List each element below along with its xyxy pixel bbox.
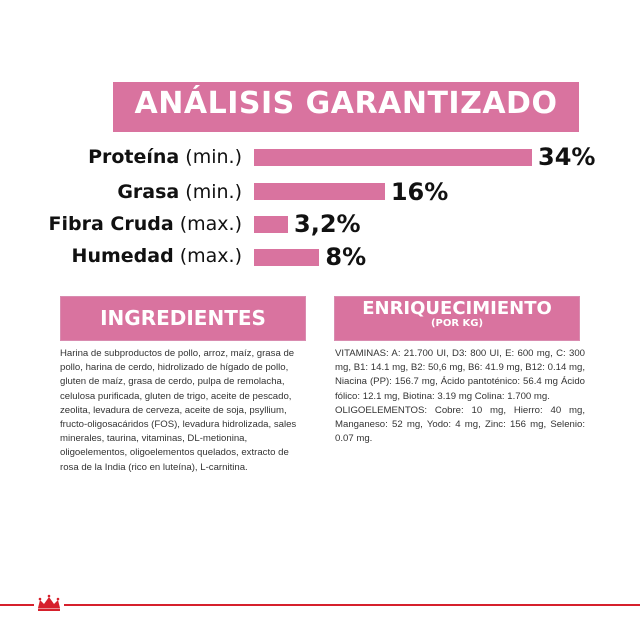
trace-elements-text: OLIGOELEMENTOS: Cobre: 10 mg, Hierro: 40 mg, Manganeso: 52 mg, Yodo: 4 mg, Zinc: 156 mg, Selenio: 0.07 mg. xyxy=(335,404,585,445)
vitamins-text: VITAMINAS: A: 21.700 UI, D3: 800 UI, E: 600 mg, C: 300 mg, B1: 14.1 mg, B2: 50,6 mg, B6: 41.9 mg, B12: 0.14 mg, Niacina (PP): 156.7 mg, Ácido pantoténico: 56.4 mg Ácido fólico: 12.1 mg, Biotina: 3.19 mg Colina: 1.700 mg. xyxy=(335,348,585,402)
value-fat: 16% xyxy=(390,178,449,206)
bar-protein xyxy=(254,149,532,166)
nutrient-name: Fibra Cruda xyxy=(48,213,174,235)
row-label-fiber xyxy=(49,213,242,235)
crown-icon xyxy=(34,593,64,613)
nutrient-qualifier: (min.) xyxy=(185,181,242,203)
enrichment-text xyxy=(335,347,585,446)
nutrient-qualifier: (max.) xyxy=(179,245,242,267)
footer-red-line xyxy=(0,604,640,606)
nutrient-qualifier: (min.) xyxy=(185,146,242,168)
row-label-protein xyxy=(88,146,242,168)
ingredients-heading: INGREDIENTES xyxy=(100,306,266,330)
bar-fiber xyxy=(254,216,288,233)
row-label-fat xyxy=(117,181,242,203)
page-title: ANÁLISIS GARANTIZADO xyxy=(134,86,558,121)
value-protein: 34% xyxy=(538,143,596,171)
row-label-moisture xyxy=(72,245,242,267)
bar-moisture xyxy=(254,249,319,266)
enrichment-heading-bg xyxy=(335,297,579,340)
bar-fat xyxy=(254,183,385,200)
nutrient-name: Proteína xyxy=(88,146,180,168)
ingredients-heading-bg xyxy=(61,297,305,340)
analysis-banner xyxy=(113,82,579,132)
ingredients-text: Harina de subproductos de pollo, arroz, maíz, grasa de pollo, harina de cerdo, hidrolizado de hígado de pollo, gluten de maíz, grasa de cerdo, pulpa de remolacha, celulosa purificada, gluten de trigo, aceite de pescado, zeolita, levadura de cerveza, aceite de soja, psyllium, fructo-oligosacáridos (FOS), levadura hidrolizada, sales minerales, taurina, vitaminas, DL-metionina, oligoelementos, oligoelementos quelados, extracto de rosa de la India (rico en luteína), L-carnitina. xyxy=(60,348,297,473)
value-moisture: 8% xyxy=(325,243,367,271)
enrichment-heading: ENRIQUECIMIENTO xyxy=(362,298,552,319)
enrichment-subheading: (POR KG) xyxy=(430,318,484,329)
nutrient-name: Humedad xyxy=(71,245,174,267)
nutrient-name: Grasa xyxy=(117,181,180,203)
value-fiber: 3,2% xyxy=(294,210,361,238)
nutrient-qualifier: (max.) xyxy=(179,213,242,235)
